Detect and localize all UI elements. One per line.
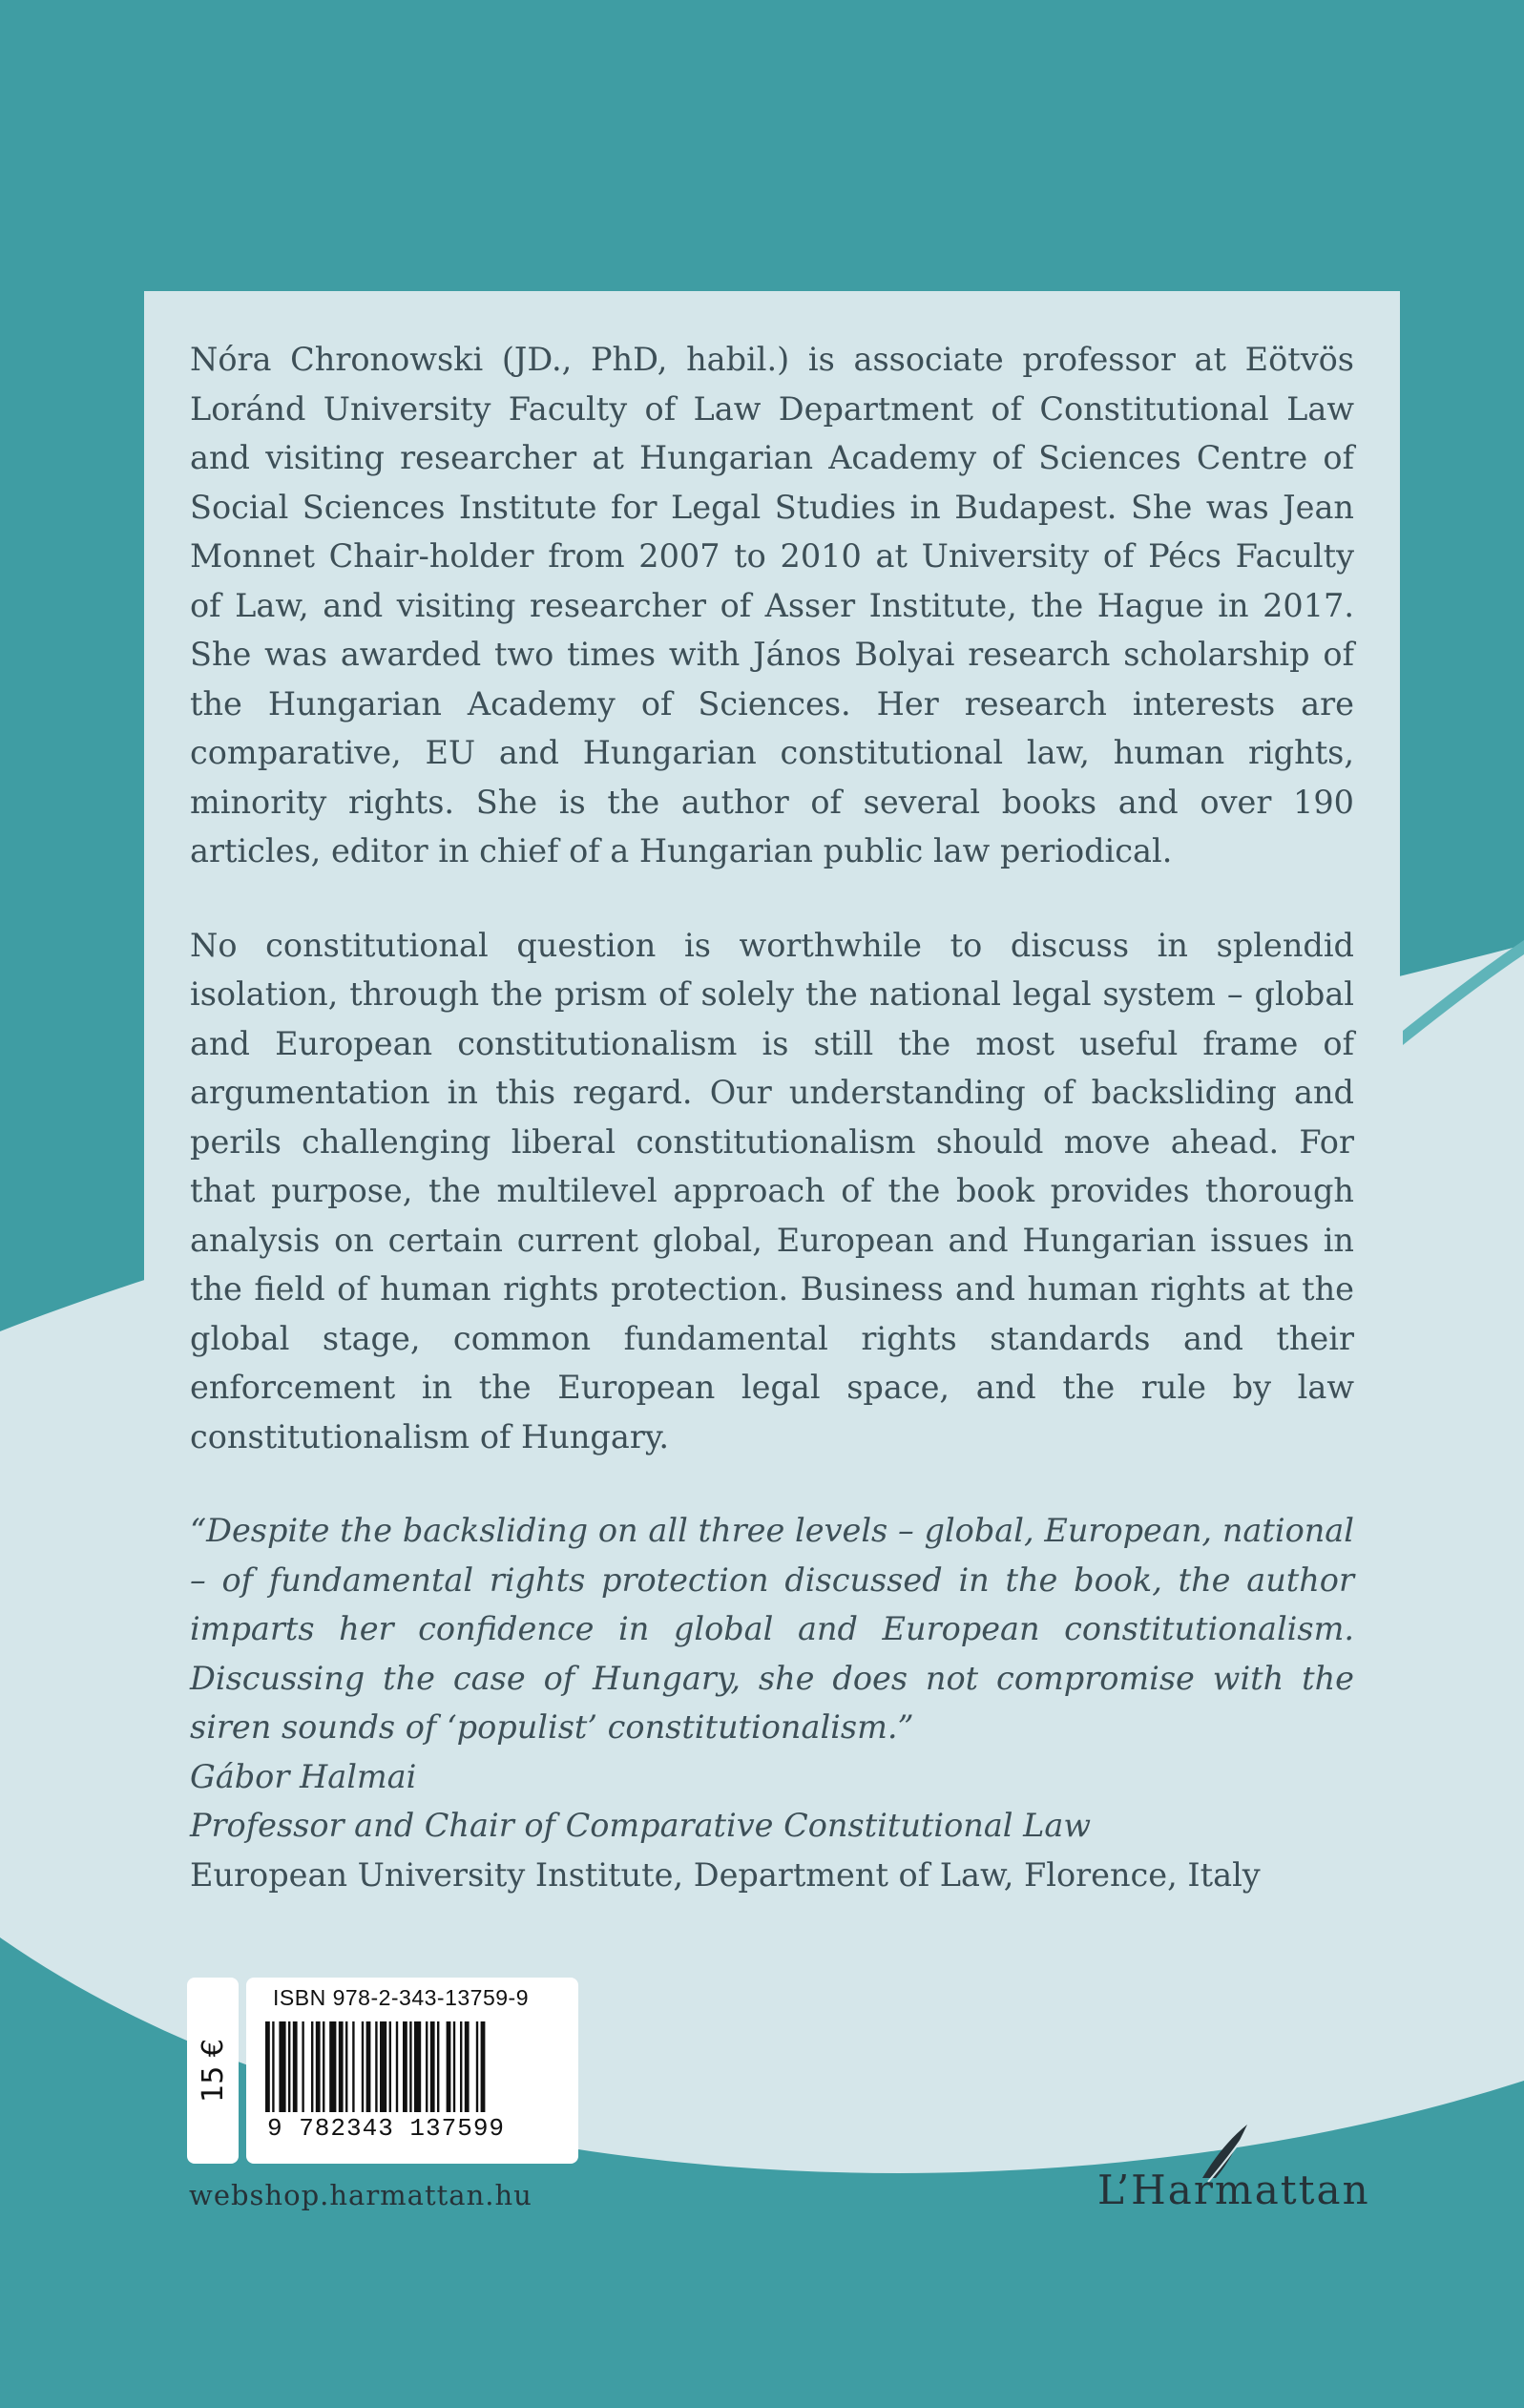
publisher-logo: L’Harmattan bbox=[1097, 2167, 1370, 2213]
price-text: 15 € bbox=[196, 2039, 230, 2103]
book-description: No constitutional question is worthwhile to discuss in splendid isolation, through the prism of solely the national legal system – global and European constitutionalism is still the most useful frame of argumentation in this regard. Our understanding of backsliding and perils challenging liberal constitutionalism should move ahead. For that purpose, the multilevel approach of the book provides thorough analysis on certain current global, European and Hungarian issues in the field of human rights protection. Business and human rights at the global stage, common fundamental rights standards and their enforcement in the European legal space, and the rule by law constitutionalism of Hungary. bbox=[190, 926, 1354, 1455]
author-bio: Nóra Chronowski (JD., PhD, habil.) is associate professor at Eötvös Loránd University Faculty of Law Department of Constitutional Law and visiting researcher at Hungarian Academy of Sciences Centre of Social Sciences Institute for Legal Studies in Budapest. She was Jean Monnet Chair-holder from 2007 to 2010 at University of Pécs Faculty of Law, and visiting researcher of Asser Institute, the Hague in 2017. She was awarded two times with János Bolyai research scholarship of the Hungarian Academy of Sciences. Her research interests are comparative, EU and Hungarian constitutional law, human rights, minority rights. She is the author of several books and over 190 articles, editor in chief of a Hungarian public law periodical. bbox=[190, 341, 1354, 869]
review-quote: “Despite the backsliding on all three levels – global, European, national – of fundamental rights protection discussed in the book, the author imparts her confidence in global and European constitutionalism. Discussing the case of Hungary, she does not compromise with the siren sounds of ‘populist’ constitutionalism.” bbox=[190, 1512, 1354, 1746]
reviewer-name: Gábor Halmai bbox=[190, 1757, 417, 1795]
reviewer-title: Professor and Chair of Comparative Constitutional Law bbox=[190, 1807, 1092, 1844]
isbn-barcode-box bbox=[246, 1978, 578, 2164]
reviewer-affiliation: European University Institute, Department of Law, Florence, Italy bbox=[190, 1855, 1261, 1894]
barcode-icon bbox=[265, 2021, 559, 2112]
webshop-link[interactable]: webshop.harmattan.hu bbox=[189, 2179, 532, 2211]
text-panel bbox=[144, 291, 1400, 1894]
price-label bbox=[187, 1978, 239, 2164]
isbn-label: ISBN 978-2-343-13759-9 bbox=[273, 1985, 529, 2010]
isbn-digits: 9 782343 137599 bbox=[267, 2114, 506, 2143]
